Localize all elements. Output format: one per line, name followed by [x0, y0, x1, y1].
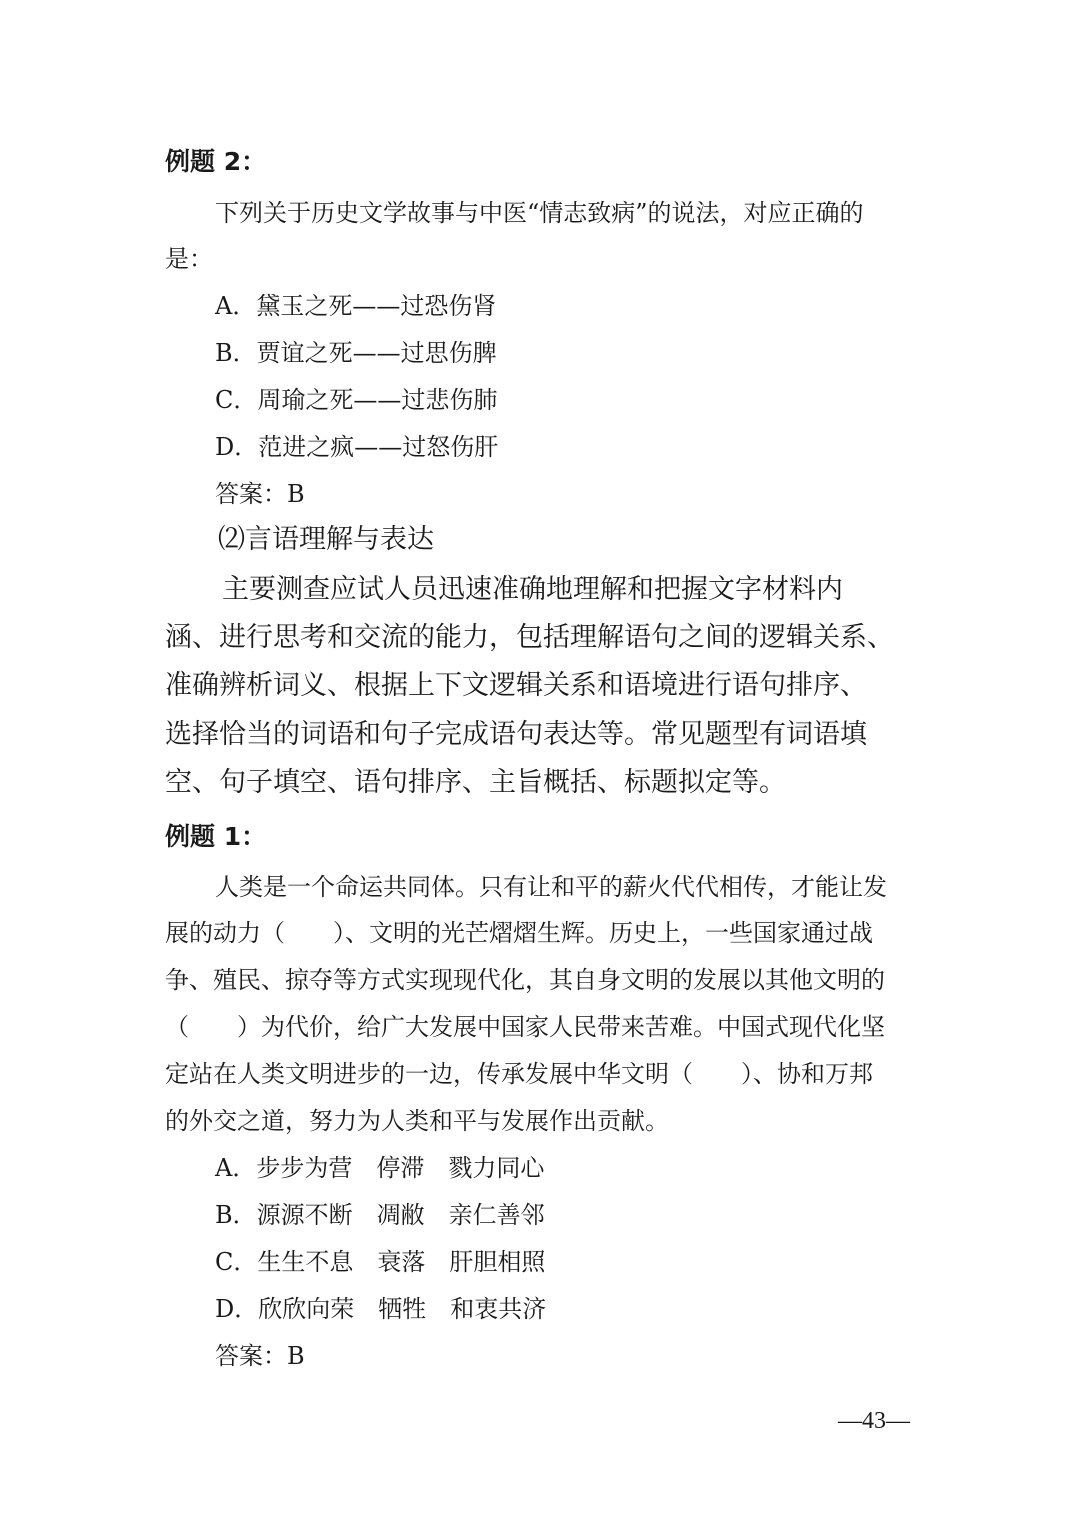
example-1-title: 例题 1： — [165, 822, 267, 851]
example-1-option-b: B．源源不断 凋敝 亲仁善邻 — [215, 1201, 545, 1229]
page-number: —43— — [838, 1408, 910, 1434]
example-2-option-a: A．黛玉之死——过恐伤肾 — [215, 292, 497, 320]
example-1-question-line-6: 的外交之道，努力为人类和平与发展作出贡献。 — [165, 1107, 669, 1135]
section-paragraph-line-5: 空、句子填空、语句排序、主旨概括、标题拟定等。 — [165, 767, 786, 798]
example-2-option-d: D．范进之疯——过怒伤肝 — [215, 433, 499, 461]
example-1-option-c: C．生生不息 衰落 肝胆相照 — [215, 1248, 546, 1276]
example-1-question-line-1: 人类是一个命运共同体。只有让和平的薪火代代相传，才能让发 — [215, 873, 887, 901]
example-1-question-line-3: 争、殖民、掠夺等方式实现现代化，其自身文明的发展以其他文明的 — [165, 966, 885, 994]
example-1-answer: 答案：B — [215, 1342, 305, 1370]
section-paragraph-line-3: 准确辨析词义、根据上下文逻辑关系和语境进行语句排序、 — [165, 670, 867, 701]
example-1-option-d: D．欣欣向荣 牺牲 和衷共济 — [215, 1295, 547, 1323]
example-1-option-a: A．步步为营 停滞 戮力同心 — [215, 1154, 545, 1182]
example-1-question-line-4: （ ）为代价，给广大发展中国家人民带来苦难。中国式现代化坚 — [165, 1013, 885, 1041]
example-2-answer: 答案：B — [215, 480, 305, 508]
example-2-question-line-1: 下列关于历史文学故事与中医“情志致病”的说法，对应正确的 — [215, 199, 864, 227]
example-1-question-line-2: 展的动力（ ）、文明的光芒熠熠生辉。历史上，一些国家通过战 — [165, 919, 873, 947]
example-2-question-line-2: 是： — [165, 245, 213, 273]
example-2-option-b: B．贾谊之死——过思伤脾 — [215, 339, 497, 367]
section-paragraph-line-2: 涵、进行思考和交流的能力，包括理解语句之间的逻辑关系、 — [165, 622, 894, 653]
section-paragraph-line-4: 选择恰当的词语和句子完成语句表达等。常见题型有词语填 — [165, 719, 867, 750]
section-heading: ⑵言语理解与表达 — [218, 524, 434, 555]
example-1-question-line-5: 定站在人类文明进步的一边，传承发展中华文明（ ）、协和万邦 — [165, 1060, 873, 1088]
section-paragraph-line-1: 主要测查应试人员迅速准确地理解和把握文字材料内 — [222, 574, 843, 605]
example-2-title: 例题 2： — [165, 147, 267, 176]
example-2-option-c: C．周瑜之死——过悲伤肺 — [215, 386, 498, 414]
